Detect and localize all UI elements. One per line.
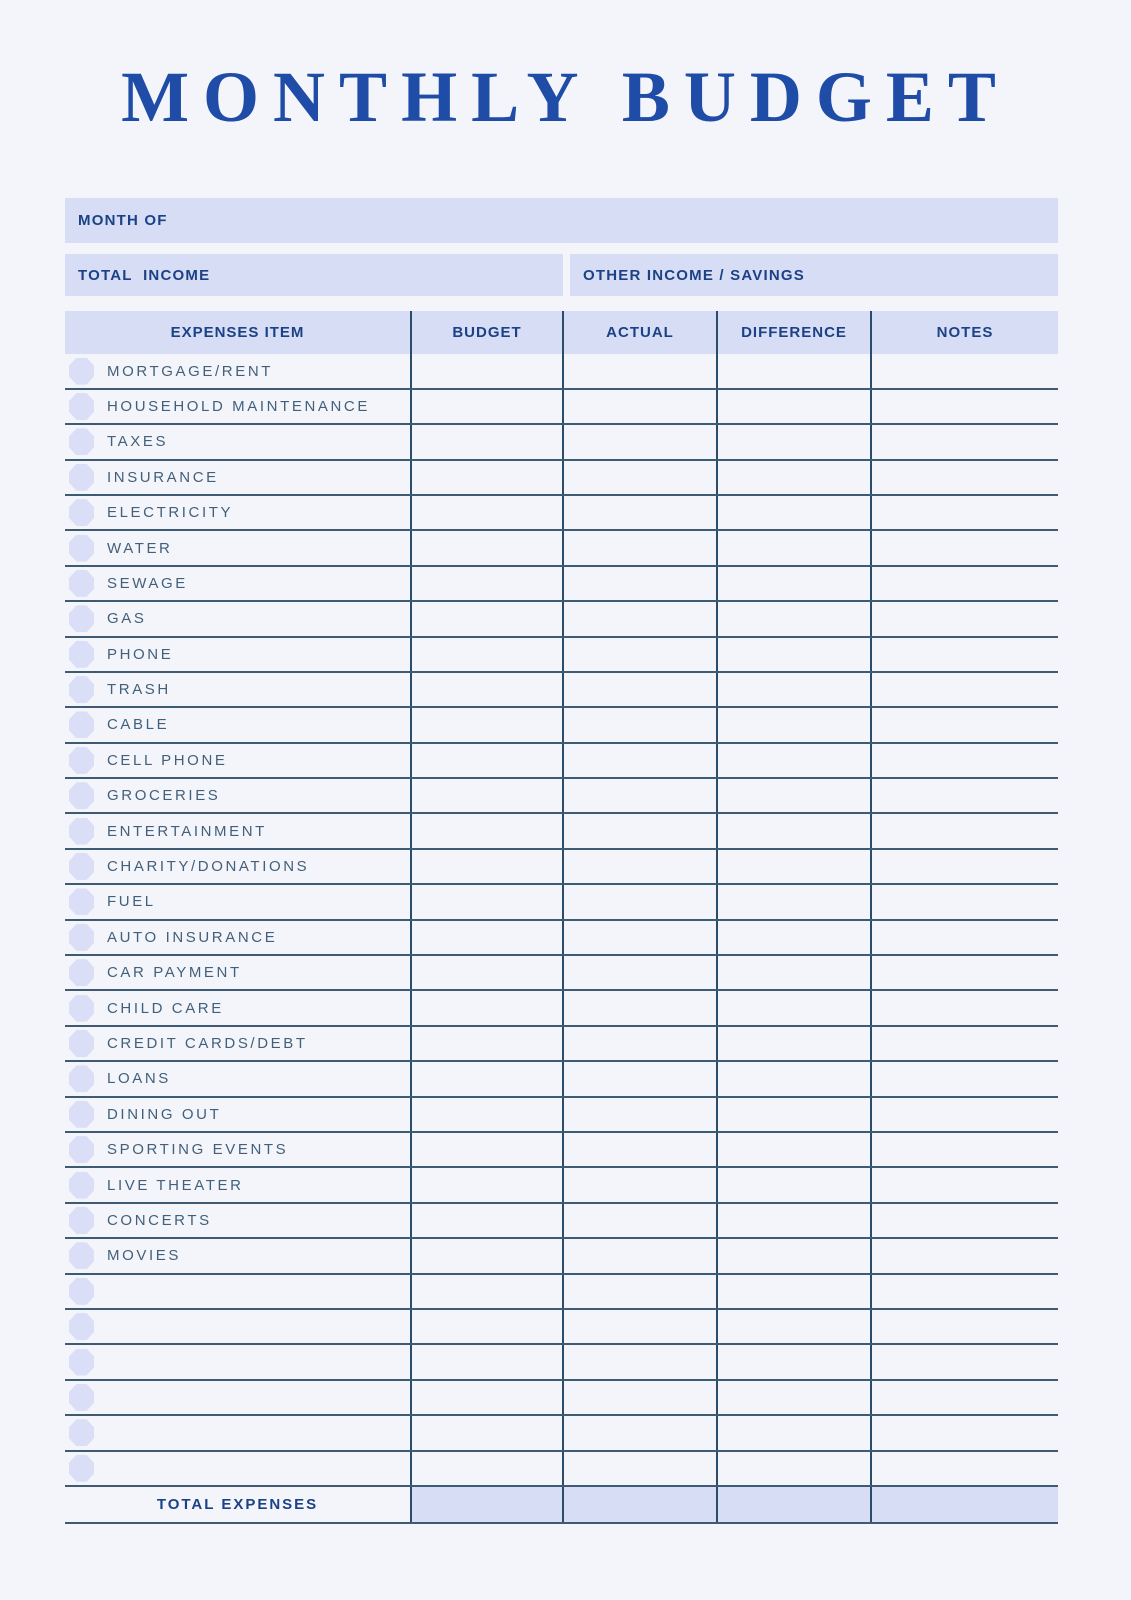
budget-cell[interactable] xyxy=(410,567,562,600)
budget-cell[interactable] xyxy=(410,354,562,387)
difference-cell[interactable] xyxy=(716,921,870,954)
table-row xyxy=(65,779,1058,814)
expense-item-cell xyxy=(65,708,410,741)
budget-cell[interactable] xyxy=(410,956,562,989)
octagon-bullet-icon xyxy=(69,641,94,668)
octagon-bullet-icon xyxy=(69,1384,94,1411)
budget-cell[interactable] xyxy=(410,885,562,918)
notes-cell[interactable] xyxy=(870,531,1058,564)
expense-item-label: CHILD CARE xyxy=(107,999,224,1017)
expense-item-cell xyxy=(65,850,410,883)
table-row xyxy=(65,708,1058,743)
octagon-bullet-icon xyxy=(69,1030,94,1057)
header-actual: ACTUAL xyxy=(562,311,716,354)
expense-item-cell xyxy=(65,744,410,777)
expense-item-label: PHONE xyxy=(107,645,174,663)
difference-cell[interactable] xyxy=(716,531,870,564)
table-row xyxy=(65,673,1058,708)
expense-item-label: MORTGAGE/RENT xyxy=(107,362,274,380)
expense-item-cell xyxy=(65,1381,410,1414)
table-row xyxy=(65,1133,1058,1168)
difference-cell[interactable] xyxy=(716,1381,870,1414)
actual-cell[interactable] xyxy=(562,354,716,387)
actual-cell[interactable] xyxy=(562,1204,716,1237)
actual-cell[interactable] xyxy=(562,567,716,600)
other-income-savings-label: OTHER INCOME / SAVINGS xyxy=(583,266,805,284)
table-row xyxy=(65,956,1058,991)
budget-cell[interactable] xyxy=(410,1416,562,1449)
notes-cell[interactable] xyxy=(870,602,1058,635)
notes-cell[interactable] xyxy=(870,425,1058,458)
table-row xyxy=(65,354,1058,389)
expense-item-label: WATER xyxy=(107,539,173,557)
budget-cell[interactable] xyxy=(410,1133,562,1166)
month-of-field[interactable] xyxy=(65,198,1058,243)
actual-cell[interactable] xyxy=(562,602,716,635)
expense-item-label: CELL PHONE xyxy=(107,751,228,769)
difference-cell[interactable] xyxy=(716,1345,870,1378)
actual-cell[interactable] xyxy=(562,1381,716,1414)
header-budget: BUDGET xyxy=(410,311,562,354)
table-row xyxy=(65,1275,1058,1310)
octagon-bullet-icon xyxy=(69,570,94,597)
notes-cell[interactable] xyxy=(870,1062,1058,1095)
octagon-bullet-icon xyxy=(69,1136,94,1163)
notes-cell[interactable] xyxy=(870,638,1058,671)
expense-item-label: CAR PAYMENT xyxy=(107,964,242,982)
content-area xyxy=(65,198,1058,1524)
expense-item-cell xyxy=(65,779,410,812)
table-header-row xyxy=(65,311,1058,354)
total-income-label: TOTAL INCOME xyxy=(78,266,211,284)
octagon-bullet-icon xyxy=(69,782,94,809)
table-row xyxy=(65,744,1058,779)
notes-cell[interactable] xyxy=(870,1168,1058,1201)
expense-item-cell xyxy=(65,1275,410,1308)
difference-cell[interactable] xyxy=(716,708,870,741)
expense-item-cell xyxy=(65,638,410,671)
notes-cell[interactable] xyxy=(870,921,1058,954)
expense-item-label: LIVE THEATER xyxy=(107,1176,244,1194)
notes-cell[interactable] xyxy=(870,814,1058,847)
expense-item-label: SEWAGE xyxy=(107,574,188,592)
expense-item-cell xyxy=(65,921,410,954)
budget-cell[interactable] xyxy=(410,814,562,847)
expense-item-cell xyxy=(65,1168,410,1201)
octagon-bullet-icon xyxy=(69,358,94,385)
actual-cell[interactable] xyxy=(562,1416,716,1449)
table-row xyxy=(65,1310,1058,1345)
table-row xyxy=(65,814,1058,849)
total-expenses-label: TOTAL EXPENSES xyxy=(156,1495,319,1513)
octagon-bullet-icon xyxy=(69,853,94,880)
expense-item-cell xyxy=(65,1204,410,1237)
actual-cell[interactable] xyxy=(562,461,716,494)
expense-item-cell xyxy=(65,885,410,918)
header-difference: DIFFERENCE xyxy=(716,311,870,354)
month-of-label: MONTH OF xyxy=(78,212,168,230)
difference-cell[interactable] xyxy=(716,461,870,494)
notes-cell[interactable] xyxy=(870,1027,1058,1060)
header-notes: NOTES xyxy=(870,311,1058,354)
difference-cell[interactable] xyxy=(716,567,870,600)
notes-cell[interactable] xyxy=(870,1275,1058,1308)
notes-cell[interactable] xyxy=(870,461,1058,494)
table-row xyxy=(65,1452,1058,1487)
actual-cell[interactable] xyxy=(562,921,716,954)
table-row xyxy=(65,1239,1058,1274)
octagon-bullet-icon xyxy=(69,711,94,738)
budget-cell[interactable] xyxy=(410,1239,562,1272)
budget-cell[interactable] xyxy=(410,1452,562,1485)
budget-cell[interactable] xyxy=(410,531,562,564)
budget-cell[interactable] xyxy=(410,1275,562,1308)
budget-cell[interactable] xyxy=(410,1310,562,1343)
table-row xyxy=(65,850,1058,885)
expense-item-cell xyxy=(65,1133,410,1166)
difference-cell[interactable] xyxy=(716,638,870,671)
notes-cell[interactable] xyxy=(870,1381,1058,1414)
actual-cell[interactable] xyxy=(562,850,716,883)
difference-cell[interactable] xyxy=(716,956,870,989)
octagon-bullet-icon xyxy=(69,1349,94,1376)
difference-cell[interactable] xyxy=(716,602,870,635)
difference-cell[interactable] xyxy=(716,1168,870,1201)
expense-item-cell xyxy=(65,1416,410,1449)
budget-cell[interactable] xyxy=(410,850,562,883)
budget-cell[interactable] xyxy=(410,1027,562,1060)
expense-item-cell xyxy=(65,531,410,564)
notes-cell[interactable] xyxy=(870,1239,1058,1272)
octagon-bullet-icon xyxy=(69,1172,94,1199)
octagon-bullet-icon xyxy=(69,818,94,845)
table-row xyxy=(65,602,1058,637)
actual-cell[interactable] xyxy=(562,991,716,1024)
notes-cell[interactable] xyxy=(870,496,1058,529)
octagon-bullet-icon xyxy=(69,605,94,632)
notes-cell[interactable] xyxy=(870,1452,1058,1485)
difference-cell[interactable] xyxy=(716,354,870,387)
table-row xyxy=(65,885,1058,920)
expense-item-cell xyxy=(65,602,410,635)
budget-cell[interactable] xyxy=(410,1062,562,1095)
actual-cell[interactable] xyxy=(562,956,716,989)
actual-cell[interactable] xyxy=(562,1345,716,1378)
expense-item-cell xyxy=(65,1062,410,1095)
budget-cell[interactable] xyxy=(410,921,562,954)
expense-item-label: ENTERTAINMENT xyxy=(107,822,267,840)
total-income-field[interactable] xyxy=(65,254,563,296)
expenses-table xyxy=(65,311,1058,1524)
octagon-bullet-icon xyxy=(69,1242,94,1269)
octagon-bullet-icon xyxy=(69,995,94,1022)
total-expenses-label-cell xyxy=(65,1487,410,1522)
actual-cell[interactable] xyxy=(562,1098,716,1131)
actual-cell[interactable] xyxy=(562,1062,716,1095)
table-row xyxy=(65,531,1058,566)
notes-cell[interactable] xyxy=(870,390,1058,423)
budget-cell[interactable] xyxy=(410,673,562,706)
table-row xyxy=(65,425,1058,460)
notes-cell[interactable] xyxy=(870,1345,1058,1378)
difference-cell[interactable] xyxy=(716,1062,870,1095)
difference-cell[interactable] xyxy=(716,425,870,458)
expense-item-label: CHARITY/DONATIONS xyxy=(107,858,310,876)
notes-cell[interactable] xyxy=(870,1310,1058,1343)
budget-cell[interactable] xyxy=(410,1168,562,1201)
expense-item-label: LOANS xyxy=(107,1070,171,1088)
expense-item-label: SPORTING EVENTS xyxy=(107,1141,289,1159)
actual-cell[interactable] xyxy=(562,638,716,671)
total-notes-cell[interactable] xyxy=(870,1487,1058,1522)
difference-cell[interactable] xyxy=(716,1027,870,1060)
notes-cell[interactable] xyxy=(870,1416,1058,1449)
octagon-bullet-icon xyxy=(69,1278,94,1305)
other-income-savings-field[interactable] xyxy=(570,254,1058,296)
table-row xyxy=(65,1345,1058,1380)
octagon-bullet-icon xyxy=(69,535,94,562)
octagon-bullet-icon xyxy=(69,1101,94,1128)
expense-item-label: CREDIT CARDS/DEBT xyxy=(107,1035,308,1052)
difference-cell[interactable] xyxy=(716,1416,870,1449)
expense-item-cell xyxy=(65,496,410,529)
expense-item-cell xyxy=(65,814,410,847)
expense-item-label: INSURANCE xyxy=(107,468,219,486)
table-row xyxy=(65,921,1058,956)
budget-cell[interactable] xyxy=(410,991,562,1024)
budget-cell[interactable] xyxy=(410,638,562,671)
actual-cell[interactable] xyxy=(562,496,716,529)
expense-item-label: HOUSEHOLD MAINTENANCE xyxy=(107,397,370,415)
actual-cell[interactable] xyxy=(562,1027,716,1060)
budget-cell[interactable] xyxy=(410,1381,562,1414)
total-actual-cell[interactable] xyxy=(562,1487,716,1522)
table-row xyxy=(65,461,1058,496)
notes-cell[interactable] xyxy=(870,1133,1058,1166)
notes-cell[interactable] xyxy=(870,956,1058,989)
budget-cell[interactable] xyxy=(410,425,562,458)
octagon-bullet-icon xyxy=(69,959,94,986)
actual-cell[interactable] xyxy=(562,1133,716,1166)
page-title: MONTHLY BUDGET xyxy=(121,57,1010,137)
budget-cell[interactable] xyxy=(410,1098,562,1131)
expense-item-label: DINING OUT xyxy=(107,1105,222,1123)
notes-cell[interactable] xyxy=(870,673,1058,706)
table-row xyxy=(65,1168,1058,1203)
expense-item-cell xyxy=(65,956,410,989)
budget-cell[interactable] xyxy=(410,708,562,741)
octagon-bullet-icon xyxy=(69,1065,94,1092)
actual-cell[interactable] xyxy=(562,885,716,918)
budget-cell[interactable] xyxy=(410,496,562,529)
difference-cell[interactable] xyxy=(716,885,870,918)
octagon-bullet-icon xyxy=(69,1419,94,1446)
actual-cell[interactable] xyxy=(562,779,716,812)
expense-item-cell xyxy=(65,673,410,706)
expense-item-cell xyxy=(65,390,410,423)
octagon-bullet-icon xyxy=(69,924,94,951)
octagon-bullet-icon xyxy=(69,1207,94,1234)
expense-item-cell xyxy=(65,1239,410,1272)
expense-item-cell xyxy=(65,1345,410,1378)
budget-cell[interactable] xyxy=(410,461,562,494)
octagon-bullet-icon xyxy=(69,393,94,420)
table-row xyxy=(65,1204,1058,1239)
difference-cell[interactable] xyxy=(716,390,870,423)
octagon-bullet-icon xyxy=(69,464,94,491)
difference-cell[interactable] xyxy=(716,1098,870,1131)
octagon-bullet-icon xyxy=(69,747,94,774)
expense-item-label: FUEL xyxy=(107,893,156,911)
actual-cell[interactable] xyxy=(562,708,716,741)
actual-cell[interactable] xyxy=(562,425,716,458)
expense-item-cell xyxy=(65,425,410,458)
notes-cell[interactable] xyxy=(870,708,1058,741)
expense-item-label: TAXES xyxy=(107,433,169,451)
difference-cell[interactable] xyxy=(716,744,870,777)
expense-item-cell xyxy=(65,461,410,494)
expense-item-cell xyxy=(65,1027,410,1060)
total-expenses-row xyxy=(65,1487,1058,1524)
table-row xyxy=(65,991,1058,1026)
actual-cell[interactable] xyxy=(562,531,716,564)
expense-item-label: ELECTRICITY xyxy=(107,504,234,522)
octagon-bullet-icon xyxy=(69,428,94,455)
octagon-bullet-icon xyxy=(69,1455,94,1482)
notes-cell[interactable] xyxy=(870,354,1058,387)
expense-item-cell xyxy=(65,1098,410,1131)
difference-cell[interactable] xyxy=(716,991,870,1024)
difference-cell[interactable] xyxy=(716,779,870,812)
actual-cell[interactable] xyxy=(562,673,716,706)
notes-cell[interactable] xyxy=(870,1204,1058,1237)
actual-cell[interactable] xyxy=(562,1239,716,1272)
expense-item-label: GAS xyxy=(107,610,147,628)
expense-item-label: AUTO INSURANCE xyxy=(107,928,278,946)
table-body xyxy=(65,354,1058,1487)
table-row xyxy=(65,1381,1058,1416)
octagon-bullet-icon xyxy=(69,676,94,703)
table-row xyxy=(65,496,1058,531)
notes-cell[interactable] xyxy=(870,1098,1058,1131)
table-row xyxy=(65,638,1058,673)
budget-cell[interactable] xyxy=(410,1345,562,1378)
expense-item-label: CABLE xyxy=(107,716,170,734)
table-row xyxy=(65,1062,1058,1097)
total-difference-cell[interactable] xyxy=(716,1487,870,1522)
expense-item-cell xyxy=(65,567,410,600)
budget-cell[interactable] xyxy=(410,390,562,423)
actual-cell[interactable] xyxy=(562,1310,716,1343)
notes-cell[interactable] xyxy=(870,779,1058,812)
table-row xyxy=(65,1416,1058,1451)
budget-cell[interactable] xyxy=(410,602,562,635)
expense-item-label: TRASH xyxy=(107,681,171,699)
budget-cell[interactable] xyxy=(410,779,562,812)
actual-cell[interactable] xyxy=(562,1168,716,1201)
expense-item-cell xyxy=(65,354,410,387)
table-row xyxy=(65,390,1058,425)
expense-item-label: CONCERTS xyxy=(107,1211,212,1229)
difference-cell[interactable] xyxy=(716,850,870,883)
expense-item-label: GROCERIES xyxy=(107,787,221,805)
table-row xyxy=(65,567,1058,602)
expense-item-cell xyxy=(65,991,410,1024)
actual-cell[interactable] xyxy=(562,1452,716,1485)
difference-cell[interactable] xyxy=(716,814,870,847)
notes-cell[interactable] xyxy=(870,850,1058,883)
expense-item-cell xyxy=(65,1452,410,1485)
octagon-bullet-icon xyxy=(69,888,94,915)
difference-cell[interactable] xyxy=(716,1310,870,1343)
difference-cell[interactable] xyxy=(716,1275,870,1308)
budget-cell[interactable] xyxy=(410,1204,562,1237)
difference-cell[interactable] xyxy=(716,1239,870,1272)
difference-cell[interactable] xyxy=(716,1133,870,1166)
difference-cell[interactable] xyxy=(716,496,870,529)
actual-cell[interactable] xyxy=(562,390,716,423)
expense-item-label: MOVIES xyxy=(107,1247,181,1265)
budget-cell[interactable] xyxy=(410,744,562,777)
difference-cell[interactable] xyxy=(716,1204,870,1237)
difference-cell[interactable] xyxy=(716,1452,870,1485)
table-row xyxy=(65,1027,1058,1062)
header-expenses-item: EXPENSES ITEM xyxy=(170,324,305,342)
table-row xyxy=(65,1098,1058,1133)
total-budget-cell[interactable] xyxy=(410,1487,562,1522)
actual-cell[interactable] xyxy=(562,1275,716,1308)
actual-cell[interactable] xyxy=(562,814,716,847)
octagon-bullet-icon xyxy=(69,499,94,526)
octagon-bullet-icon xyxy=(69,1313,94,1340)
difference-cell[interactable] xyxy=(716,673,870,706)
notes-cell[interactable] xyxy=(870,885,1058,918)
income-section xyxy=(65,254,1058,296)
notes-cell[interactable] xyxy=(870,991,1058,1024)
notes-cell[interactable] xyxy=(870,567,1058,600)
notes-cell[interactable] xyxy=(870,744,1058,777)
actual-cell[interactable] xyxy=(562,744,716,777)
expense-item-cell xyxy=(65,1310,410,1343)
